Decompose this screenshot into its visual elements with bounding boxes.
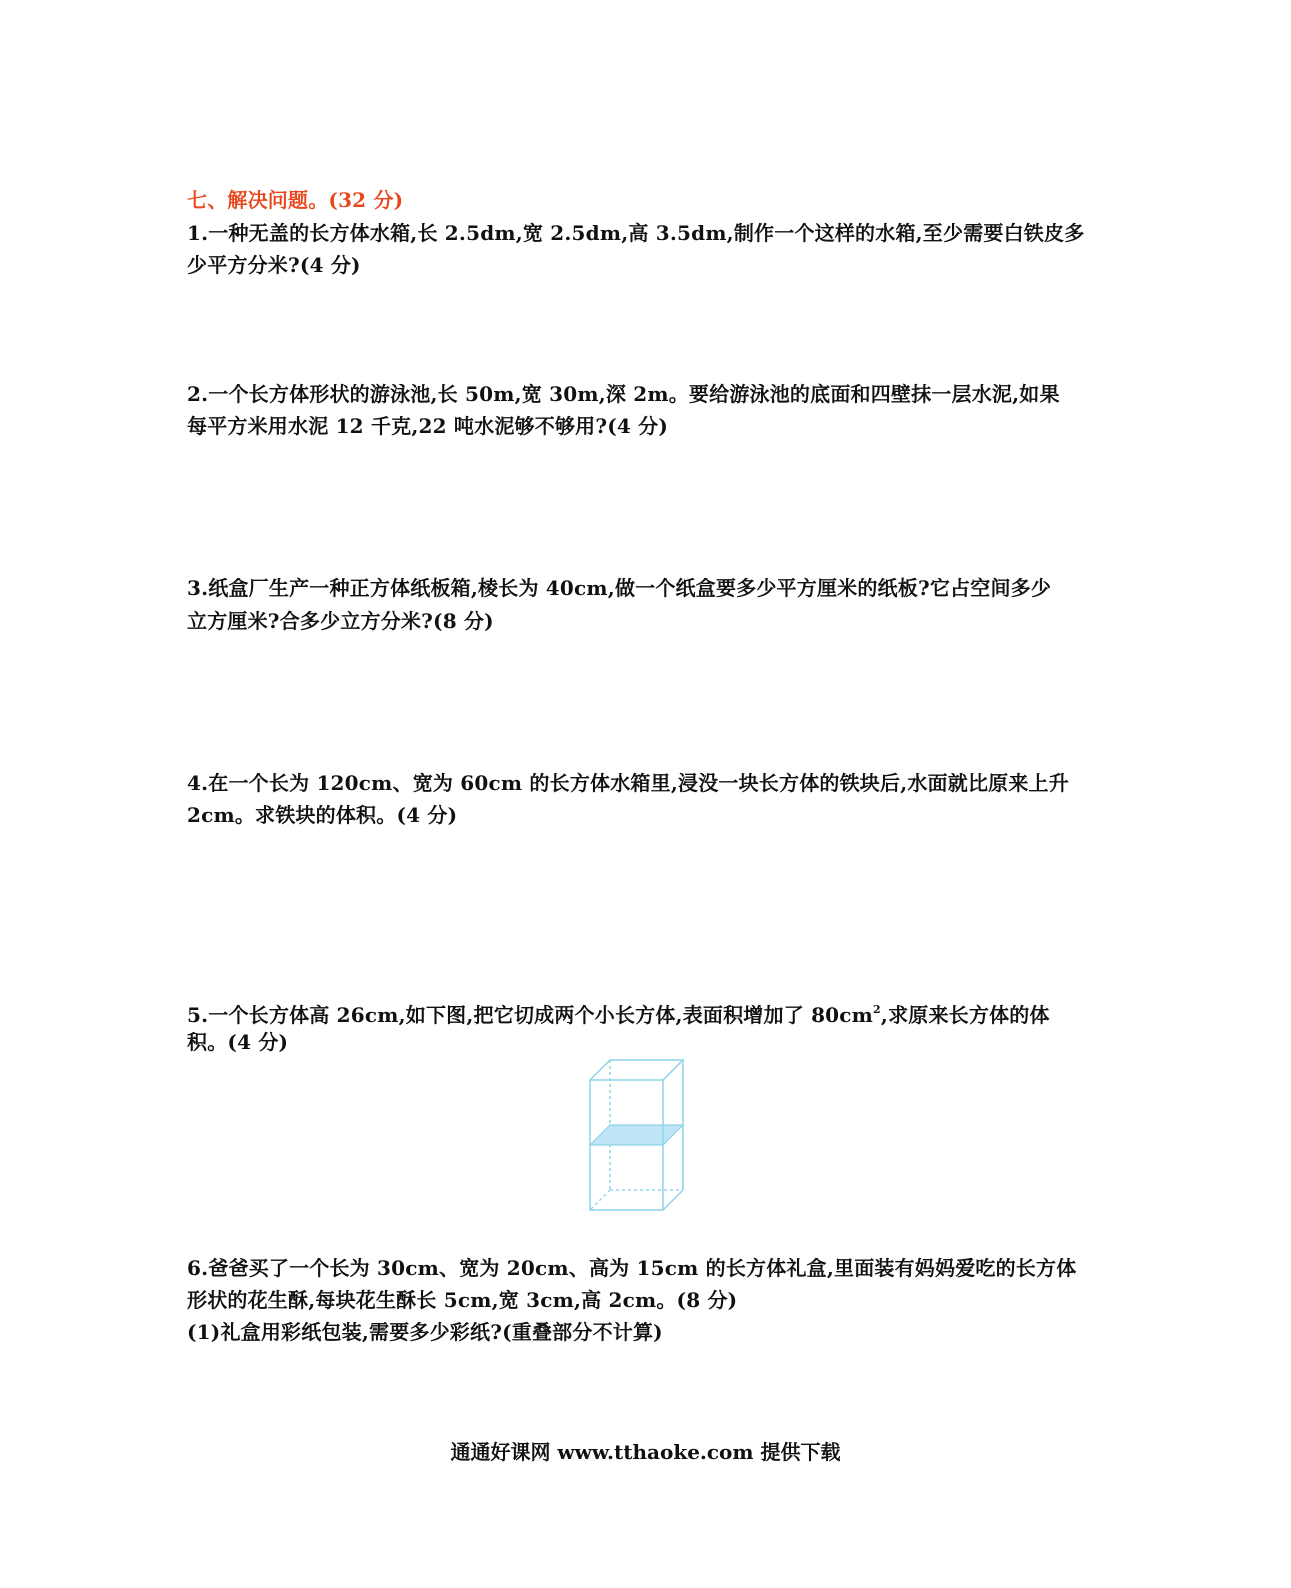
question-2-line-1: 2.一个长方体形状的游泳池,长 50m,宽 30m,深 2m。要给游泳池的底面和四壁抹一层水泥,如果 <box>187 382 1060 406</box>
footer-credit: 通通好课网 www.tthaoke.com 提供下载 <box>450 1440 841 1464</box>
bottom-right-edge <box>663 1190 683 1210</box>
question-5-line-2: 积。(4 分) <box>187 1030 289 1054</box>
question-6-sub-1: (1)礼盒用彩纸包装,需要多少彩纸?(重叠部分不计算) <box>187 1320 663 1344</box>
question-2-line-2: 每平方米用水泥 12 千克,22 吨水泥够不够用?(4 分) <box>187 414 669 438</box>
question-6-line-1: 6.爸爸买了一个长为 30cm、宽为 20cm、高为 15cm 的长方体礼盒,里面装有妈妈爱吃的长方体 <box>187 1256 1077 1280</box>
question-3-line-2: 立方厘米?合多少立方分米?(8 分) <box>187 609 494 633</box>
question-5-text-after: ,求原来长方体的体 <box>880 1003 1050 1027</box>
question-1-line-1: 1.一种无盖的长方体水箱,长 2.5dm,宽 2.5dm,高 3.5dm,制作一个这样的水箱,至少需要白铁皮多 <box>187 221 1085 245</box>
cuboid-cut-diagram-icon <box>583 1055 693 1220</box>
question-6-line-2: 形状的花生酥,每块花生酥长 5cm,宽 3cm,高 2cm。(8 分) <box>187 1288 738 1312</box>
question-5-line-1 <box>187 994 1050 1031</box>
cut-plane <box>590 1125 683 1145</box>
question-4-line-2: 2cm。求铁块的体积。(4 分) <box>187 803 458 827</box>
section-title: 七、解决问题。(32 分) <box>187 188 404 212</box>
hidden-edge-depth <box>590 1190 610 1210</box>
question-1-line-2: 少平方分米?(4 分) <box>187 253 361 277</box>
question-3-line-1: 3.纸盒厂生产一种正方体纸板箱,棱长为 40cm,做一个纸盒要多少平方厘米的纸板?它占空间多少 <box>187 576 1052 600</box>
question-4-line-1: 4.在一个长为 120cm、宽为 60cm 的长方体水箱里,浸没一块长方体的铁块后,水面就比原来上升 <box>187 771 1069 795</box>
superscript-square: 2 <box>873 1003 881 1016</box>
question-5-text-before: 5.一个长方体高 26cm,如下图,把它切成两个小长方体,表面积增加了 80cm <box>187 1003 874 1027</box>
top-face <box>590 1060 683 1080</box>
